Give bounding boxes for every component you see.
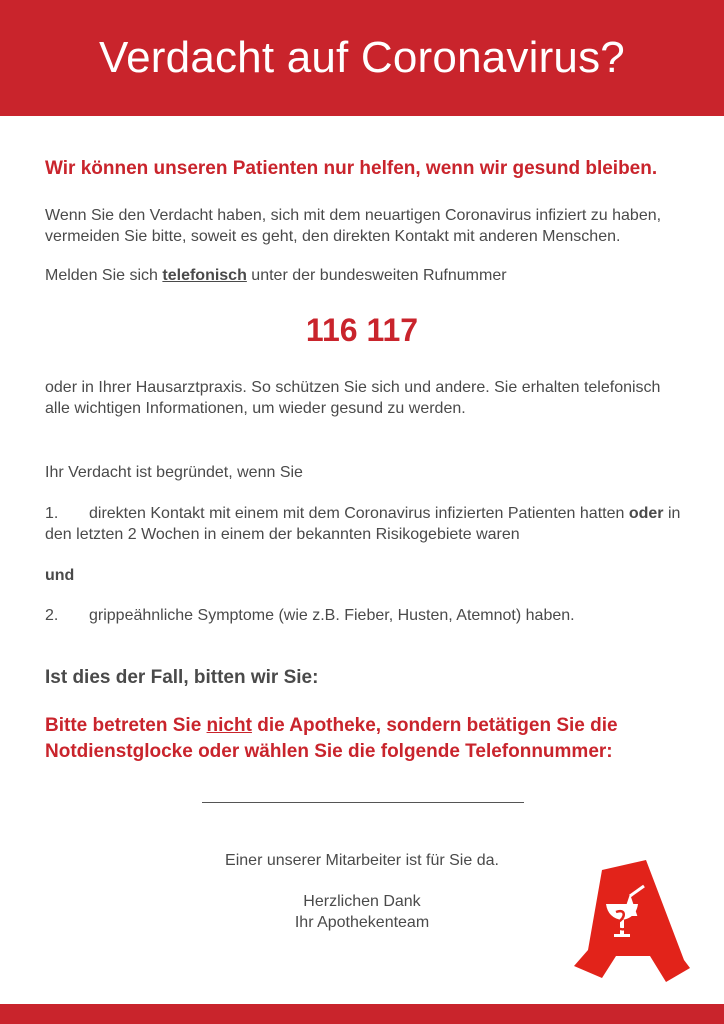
header-banner [0, 0, 724, 116]
closing-team: Ihr Apothekenteam [294, 914, 430, 931]
footer-bar [0, 1004, 724, 1024]
instruction-text [45, 713, 685, 765]
page-title: Verdacht auf Coronavirus? [99, 33, 625, 82]
closing-thanks: Herzlichen Dank [303, 893, 421, 910]
list-item-1-text-before: direkten Kontakt mit einem mit dem Coronavirus infizierten Patienten hatten [89, 505, 629, 522]
call-text-after: unter der bundesweiten Rufnummer [246, 267, 507, 284]
list-number-2: 2. [45, 607, 59, 624]
list-item-1 [45, 503, 685, 545]
call-emphasis: telefonisch [162, 267, 247, 284]
paragraph-justified: Ihr Verdacht ist begründet, wenn Sie [45, 464, 303, 481]
paragraph-doctor: oder in Ihrer Hausarztpraxis. So schützen Sie sich und andere. Sie erhalten telefonisch alle wichtigen Informationen, um wieder gesund zu werden. [45, 379, 661, 417]
instruction-emphasis: nicht [206, 715, 252, 736]
lead-text: Wir können unseren Patienten nur helfen, wenn wir gesund bleiben. [45, 158, 658, 179]
instruction-after: die Apotheke, sondern betätigen Sie die Notdienstglocke oder wählen Sie die folgende Telefonnummer: [45, 715, 618, 762]
list-item-2 [45, 605, 685, 626]
list-item-1-text-after: in den letzten 2 Wochen in einem der bekannten Risikogebiete waren [45, 505, 681, 543]
conjunction-text: und [45, 567, 75, 584]
phone-write-in-line [202, 802, 524, 803]
question-heading: Ist dies der Fall, bitten wir Sie: [45, 667, 319, 688]
hotline-number: 116 117 [305, 312, 419, 348]
list-item-2-text: grippeähnliche Symptome (wie z.B. Fieber, Husten, Atemnot) haben. [89, 607, 575, 624]
apotheke-a-logo-icon [574, 860, 690, 982]
paragraph-suspicion: Wenn Sie den Verdacht haben, sich mit dem neuartigen Coronavirus infiziert zu haben, vermeiden Sie bitte, soweit es geht, den direkten Kontakt mit anderen Menschen. [45, 207, 662, 245]
list-number-1: 1. [45, 505, 59, 522]
instruction-before: Bitte betreten Sie [45, 715, 207, 736]
list-item-1-emphasis: oder [628, 505, 664, 522]
closing-staff-line: Einer unserer Mitarbeiter ist für Sie da. [225, 852, 499, 869]
call-text-before: Melden Sie sich [45, 267, 163, 284]
paragraph-call [45, 265, 685, 286]
